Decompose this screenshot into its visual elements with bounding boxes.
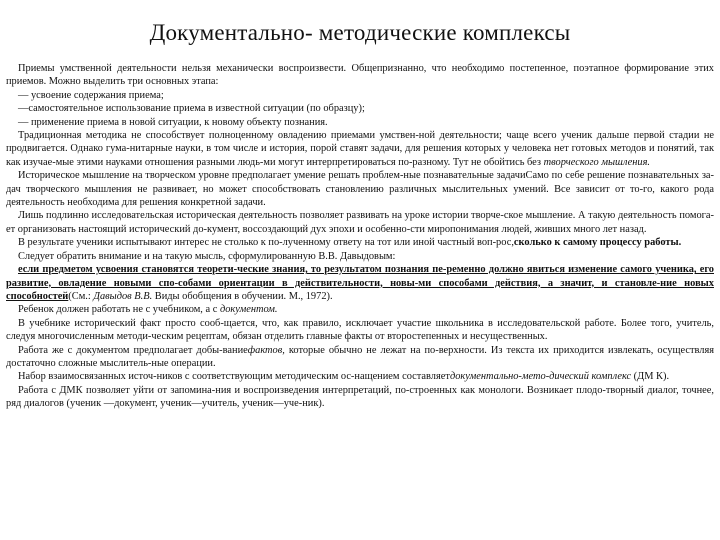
text-run: которые обычно не лежат на по-верхности. Из текста их приходится извлекать, осуществляя достаточно сложные мыслитель-ные операции. [6,344,715,369]
paragraph [6,129,714,169]
list-item: — усвоение содержания приема; [18,89,164,101]
italic-term: творческого мышления. [543,156,651,168]
paragraph: В учебнике исторический факт просто сооб-щается, что, как правило, исключает участие школьника в исследовательской работе. Более того, учитель, следуя многочисленным методи-ческим рецептам, обязан отделить главные факты от второстепенных и несущественных. [6,317,714,343]
text-run: (См.: [68,290,94,302]
paragraph: Лишь подлинно исследовательская историческая деятельность позволяет развивать на уроке истории творче-ское мышление. А такую деятельность помога-ет организовать настоящий исторический до-кумент, воссоздающий дух эпохи и особенно-сти миропонимания людей, живших много лет назад. [6,210,714,235]
body-text [6,62,714,411]
text-run: Ребенок должен работать не с учебником, а с [18,304,220,316]
text-run: (ДМ К). [631,371,670,383]
author-name: Давыдов В.В. [93,290,153,302]
italic-term: фактов, [247,344,285,356]
paragraph [6,236,714,249]
quote-davydov: если предметом усвоения становятся теорети-ческие знания, то результатом познания пе-ременно должно явиться изменение самого ученика, его развитие, овладение новыми спо-собами ориентации в действительности, новы-ми способами действия, а значит, и становле-ние новых способностей [6,264,714,302]
text-run: Виды обобщения в обучении. М., 1972). [152,290,333,302]
text-run: Работа же с документом предполагает добы-вание [18,344,248,356]
paragraph [6,370,714,383]
paragraph [6,344,714,371]
text-run: В результате ученики испытывают интерес не столько к по-лученному ответу на тот или иной частный воп-рос, [18,237,514,249]
italic-term: документом. [219,304,278,316]
text-run: Традиционная методика не способствует полноценному овладению приемами умствен-ной деятельности; чаще всего ученик дальше первой стадии не продвигается. Однако гума-нитарные науки, в том числе и история, порой ставят задачи, для решения которых у человека нет готовых методов и понятий, так как изучае-мые этими науками отношения разными людь-ми могут интерпретироваться по-разному. Тут не обойтись без [6,130,714,168]
italic-term: документально-мето-дический комплекс [449,371,632,383]
page-title: Документально- методические комплексы [149,20,571,45]
paragraph: Работа с ДМК позволяет уйти от запомина-ния и воспроизведения интерпретаций, по-строенных как монологи. Возникает плодо-творный диалог, точнее, ряд диалогов (ученик —документ, ученик—учитель, ученик—уче-ник). [6,384,714,410]
list-item: —самостоятельное использование приема в известной ситуации (по образцу); [18,103,365,115]
paragraph: Историческое мышление на творческом уровне предполагает умение решать проблем-ные познавательные задачиСамо по себе решение познавательных за-дач творческого мышления не развивает, но может способствовать становлению различных мыслительных умений. Все зависит от то-го, какого рода деятельность необходима для решения конкретной задачи. [6,170,714,209]
paragraph [6,263,714,303]
paragraph [6,303,714,316]
paragraph: Приемы умственной деятельности нельзя механически воспроизвести. Общепризнанно, что необходимо постепенное, поэтапное формирование этих приемов. Можно выделить три основных этапа: [6,63,714,88]
text-run: Набор взаимосвязанных источ-ников с соответствующим методическим ос-нащением составляет [18,371,450,383]
bold-phrase: сколько к самому процессу работы. [513,237,682,249]
paragraph: Следует обратить внимание и на такую мысль, сформулированную В.В. Давыдовым: [18,250,396,262]
list-item: — применение приема в новой ситуации, к новому объекту познания. [18,116,328,128]
